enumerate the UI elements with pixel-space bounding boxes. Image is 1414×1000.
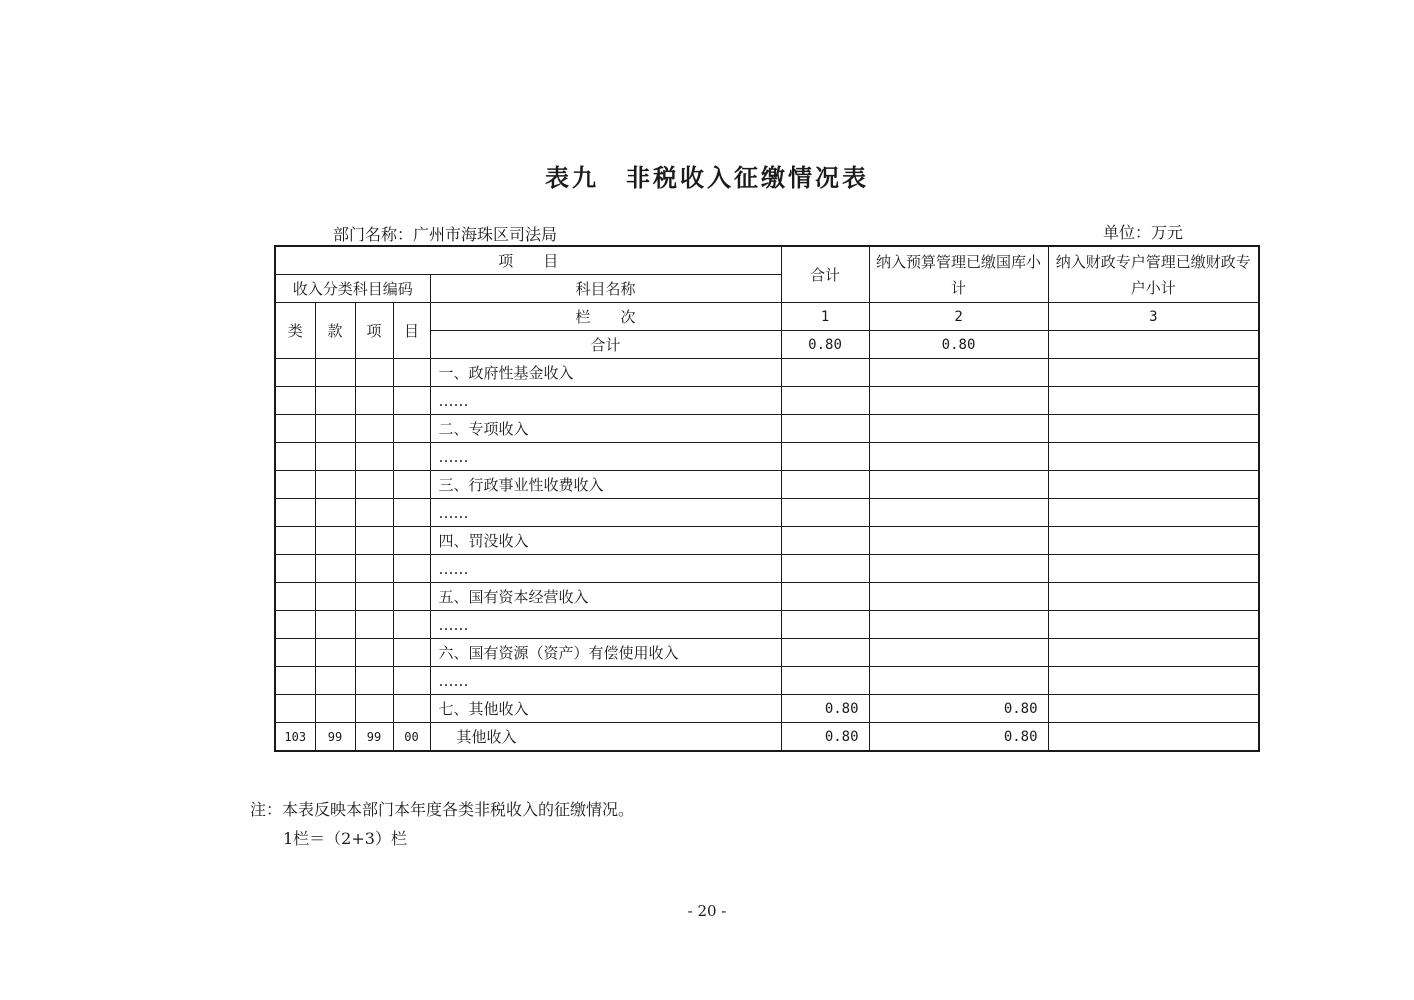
cell-total [781, 443, 869, 471]
cell-budget [869, 387, 1048, 415]
cell-xiang [355, 359, 393, 387]
header-lei: 类 [275, 303, 315, 359]
cell-subject-name: …… [430, 555, 781, 583]
cell-special [1048, 415, 1259, 443]
table-row [275, 527, 1259, 555]
cell-kuan [315, 387, 355, 415]
cell-budget [869, 667, 1048, 695]
cell-lei [275, 555, 315, 583]
cell-budget [869, 583, 1048, 611]
cell-total [781, 527, 869, 555]
table-row [275, 667, 1259, 695]
table-row [275, 695, 1259, 723]
cell-lei [275, 471, 315, 499]
cell-kuan [315, 639, 355, 667]
table-header [275, 246, 1259, 359]
header-special-account: 纳入财政专户管理已缴财政专户小计 [1048, 246, 1259, 303]
column-number-1: 1 [781, 303, 869, 331]
cell-mu: 00 [393, 723, 430, 752]
cell-budget: 0.80 [869, 695, 1048, 723]
total-row-total: 0.80 [781, 331, 869, 359]
table-row [275, 415, 1259, 443]
note-line-1: 注：本表反映本部门本年度各类非税收入的征缴情况。 [250, 800, 635, 819]
cell-total: 0.80 [781, 723, 869, 752]
total-row-special [1048, 331, 1259, 359]
cell-special [1048, 723, 1259, 752]
cell-lei [275, 499, 315, 527]
table-row [275, 639, 1259, 667]
cell-subject-name: …… [430, 611, 781, 639]
non-tax-revenue-table [274, 245, 1260, 752]
cell-kuan [315, 583, 355, 611]
cell-mu [393, 443, 430, 471]
cell-kuan [315, 415, 355, 443]
cell-total [781, 359, 869, 387]
cell-special [1048, 527, 1259, 555]
cell-mu [393, 695, 430, 723]
department-label: 部门名称：广州市海珠区司法局 [333, 225, 558, 244]
cell-lei: 103 [275, 723, 315, 752]
cell-subject-name: …… [430, 499, 781, 527]
cell-lei [275, 667, 315, 695]
cell-special [1048, 359, 1259, 387]
cell-mu [393, 611, 430, 639]
cell-special [1048, 471, 1259, 499]
cell-budget: 0.80 [869, 723, 1048, 752]
cell-xiang [355, 611, 393, 639]
cell-mu [393, 527, 430, 555]
cell-lei [275, 359, 315, 387]
header-subject-name: 科目名称 [430, 275, 781, 303]
cell-mu [393, 583, 430, 611]
cell-budget [869, 639, 1048, 667]
note-line-2: 1栏＝（2+3）栏 [283, 829, 407, 848]
cell-xiang [355, 499, 393, 527]
cell-budget [869, 555, 1048, 583]
cell-special [1048, 583, 1259, 611]
cell-total [781, 583, 869, 611]
cell-kuan [315, 527, 355, 555]
unit-label: 单位：万元 [1103, 223, 1184, 242]
cell-mu [393, 499, 430, 527]
cell-subject-name: 一、政府性基金收入 [430, 359, 781, 387]
cell-total [781, 471, 869, 499]
cell-subject-name: …… [430, 443, 781, 471]
header-code-group: 收入分类科目编码 [275, 275, 430, 303]
cell-total [781, 387, 869, 415]
total-row-budget: 0.80 [869, 331, 1048, 359]
cell-total [781, 667, 869, 695]
cell-kuan [315, 443, 355, 471]
cell-subject-name: 五、国有资本经营收入 [430, 583, 781, 611]
table-row [275, 499, 1259, 527]
cell-subject-name: 六、国有资源（资产）有偿使用收入 [430, 639, 781, 667]
cell-total [781, 415, 869, 443]
cell-budget [869, 443, 1048, 471]
table-row [275, 583, 1259, 611]
header-mu: 目 [393, 303, 430, 359]
cell-xiang [355, 639, 393, 667]
cell-xiang [355, 443, 393, 471]
cell-xiang [355, 387, 393, 415]
cell-kuan [315, 611, 355, 639]
table-row [275, 387, 1259, 415]
cell-total [781, 499, 869, 527]
header-xiang: 项 [355, 303, 393, 359]
cell-lei [275, 611, 315, 639]
cell-total [781, 555, 869, 583]
cell-budget [869, 471, 1048, 499]
table-row [275, 555, 1259, 583]
header-budget-treasury: 纳入预算管理已缴国库小计 [869, 246, 1048, 303]
cell-subject-name: 二、专项收入 [430, 415, 781, 443]
cell-budget [869, 359, 1048, 387]
total-row-label: 合计 [430, 331, 781, 359]
cell-kuan [315, 471, 355, 499]
cell-special [1048, 611, 1259, 639]
cell-special [1048, 555, 1259, 583]
cell-kuan [315, 695, 355, 723]
cell-mu [393, 639, 430, 667]
cell-subject-name: 四、罚没收入 [430, 527, 781, 555]
header-lanci: 栏 次 [430, 303, 781, 331]
cell-subject-name: 七、其他收入 [430, 695, 781, 723]
table-row [275, 471, 1259, 499]
cell-total [781, 639, 869, 667]
cell-special [1048, 667, 1259, 695]
page-title: 表九 非税收入征缴情况表 [545, 164, 869, 192]
column-number-2: 2 [869, 303, 1048, 331]
table-row [275, 723, 1259, 752]
cell-budget [869, 415, 1048, 443]
header-item: 项 目 [275, 246, 781, 275]
cell-lei [275, 415, 315, 443]
cell-xiang [355, 471, 393, 499]
cell-mu [393, 415, 430, 443]
cell-total: 0.80 [781, 695, 869, 723]
cell-mu [393, 667, 430, 695]
table-row [275, 359, 1259, 387]
cell-subject-name: …… [430, 387, 781, 415]
header-kuan: 款 [315, 303, 355, 359]
cell-kuan [315, 555, 355, 583]
cell-budget [869, 527, 1048, 555]
cell-xiang: 99 [355, 723, 393, 752]
cell-subject-name: 三、行政事业性收费收入 [430, 471, 781, 499]
cell-special [1048, 695, 1259, 723]
cell-kuan [315, 359, 355, 387]
cell-budget [869, 611, 1048, 639]
cell-special [1048, 443, 1259, 471]
table-body [275, 359, 1259, 752]
cell-total [781, 611, 869, 639]
column-number-3: 3 [1048, 303, 1259, 331]
cell-mu [393, 359, 430, 387]
cell-mu [393, 555, 430, 583]
cell-mu [393, 471, 430, 499]
cell-kuan: 99 [315, 723, 355, 752]
cell-special [1048, 499, 1259, 527]
cell-xiang [355, 695, 393, 723]
table-row [275, 443, 1259, 471]
cell-xiang [355, 555, 393, 583]
cell-special [1048, 639, 1259, 667]
table-row [275, 611, 1259, 639]
header-total: 合计 [781, 246, 869, 303]
page-number: - 20 - [687, 902, 727, 920]
cell-subject-name: …… [430, 667, 781, 695]
cell-xiang [355, 415, 393, 443]
cell-special [1048, 387, 1259, 415]
cell-lei [275, 583, 315, 611]
cell-lei [275, 443, 315, 471]
cell-budget [869, 499, 1048, 527]
cell-kuan [315, 499, 355, 527]
cell-kuan [315, 667, 355, 695]
cell-lei [275, 695, 315, 723]
cell-xiang [355, 527, 393, 555]
cell-xiang [355, 583, 393, 611]
cell-subject-name: 其他收入 [430, 723, 781, 752]
cell-lei [275, 639, 315, 667]
cell-lei [275, 387, 315, 415]
cell-xiang [355, 667, 393, 695]
cell-lei [275, 527, 315, 555]
cell-mu [393, 387, 430, 415]
